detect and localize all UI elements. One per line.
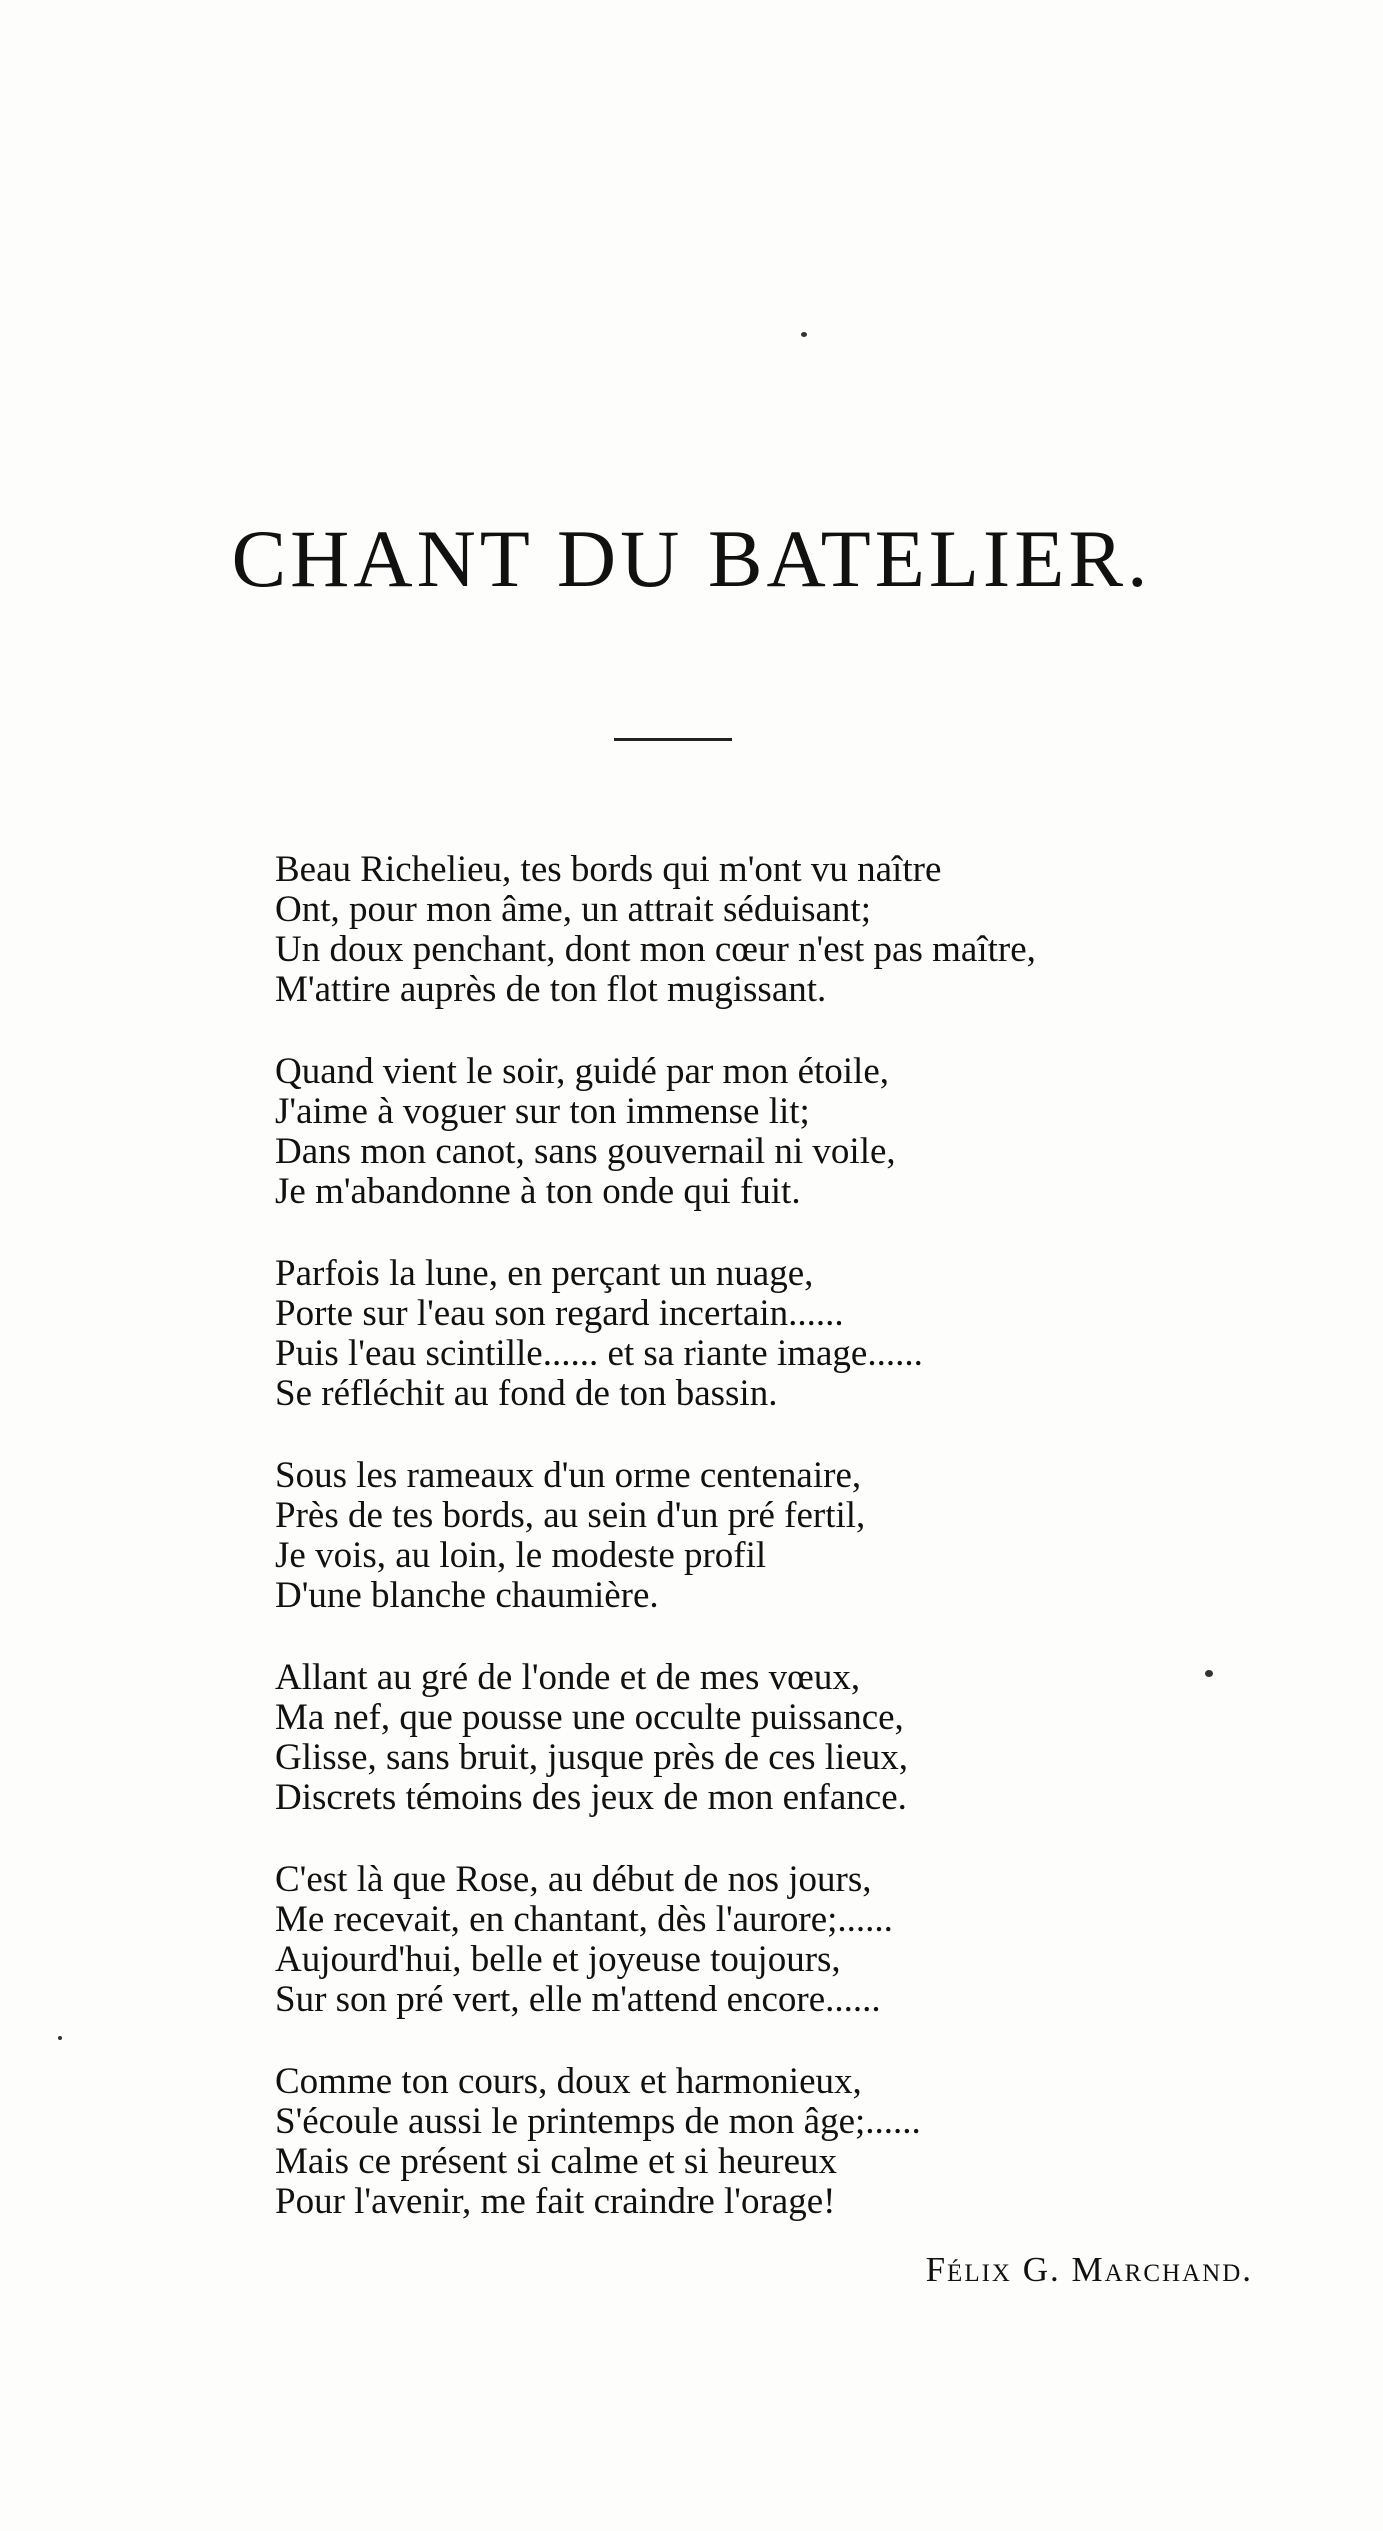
- title-divider: [614, 738, 732, 741]
- stanza: [275, 1860, 1275, 2020]
- verse-line: Sous les rameaux d'un orme centenaire,: [275, 1455, 862, 1496]
- poem-body: [275, 850, 1275, 2264]
- stanza: [275, 1456, 1275, 1616]
- verse-line: Un doux penchant, dont mon cœur n'est pas maître,: [275, 929, 1036, 970]
- verse-line: Allant au gré de l'onde et de mes vœux,: [275, 1657, 861, 1698]
- verse-line: Pour l'avenir, me fait craindre l'orage!: [275, 2181, 836, 2222]
- verse-line: Parfois la lune, en perçant un nuage,: [275, 1253, 814, 1294]
- verse-line: Glisse, sans bruit, jusque près de ces lieux,: [275, 1737, 908, 1778]
- stanza: [275, 850, 1275, 1010]
- verse-line: Sur son pré vert, elle m'attend encore......: [275, 1979, 881, 2020]
- verse-line: Se réfléchit au fond de ton bassin.: [275, 1373, 778, 1414]
- verse-line: Me recevait, en chantant, dès l'aurore;......: [275, 1899, 893, 1940]
- verse-line: C'est là que Rose, au début de nos jours,: [275, 1859, 872, 1900]
- verse-line: Discrets témoins des jeux de mon enfance.: [275, 1777, 907, 1818]
- verse-line: Quand vient le soir, guidé par mon étoile,: [275, 1051, 890, 1092]
- verse-line: Aujourd'hui, belle et joyeuse toujours,: [275, 1939, 841, 1980]
- verse-line: Dans mon canot, sans gouvernail ni voile,: [275, 1131, 896, 1172]
- stanza: [275, 1052, 1275, 1212]
- verse-line: Ont, pour mon âme, un attrait séduisant;: [275, 889, 871, 930]
- author-signature: Félix G. Marchand.: [925, 2250, 1253, 2289]
- verse-line: Je m'abandonne à ton onde qui fuit.: [275, 1171, 801, 1212]
- stanza: [275, 1254, 1275, 1414]
- verse-line: Près de tes bords, au sein d'un pré fertil,: [275, 1495, 866, 1536]
- ink-speck: [801, 332, 807, 337]
- verse-line: Beau Richelieu, tes bords qui m'ont vu naître: [275, 849, 942, 890]
- poem-title: CHANT DU BATELIER.: [231, 513, 1152, 604]
- stanza: [275, 1658, 1275, 1818]
- verse-line: M'attire auprès de ton flot mugissant.: [275, 969, 827, 1010]
- verse-line: D'une blanche chaumière.: [275, 1575, 659, 1616]
- verse-line: Mais ce présent si calme et si heureux: [275, 2141, 837, 2182]
- stanza: [275, 2062, 1275, 2222]
- verse-line: Porte sur l'eau son regard incertain......: [275, 1293, 844, 1334]
- verse-line: Puis l'eau scintille...... et sa riante image......: [275, 1333, 923, 1374]
- ink-speck: [58, 2036, 62, 2040]
- verse-line: J'aime à voguer sur ton immense lit;: [275, 1091, 810, 1132]
- verse-line: Comme ton cours, doux et harmonieux,: [275, 2061, 862, 2102]
- verse-line: Ma nef, que pousse une occulte puissance,: [275, 1697, 904, 1738]
- verse-line: S'écoule aussi le printemps de mon âge;......: [275, 2101, 921, 2142]
- verse-line: Je vois, au loin, le modeste profil: [275, 1535, 767, 1576]
